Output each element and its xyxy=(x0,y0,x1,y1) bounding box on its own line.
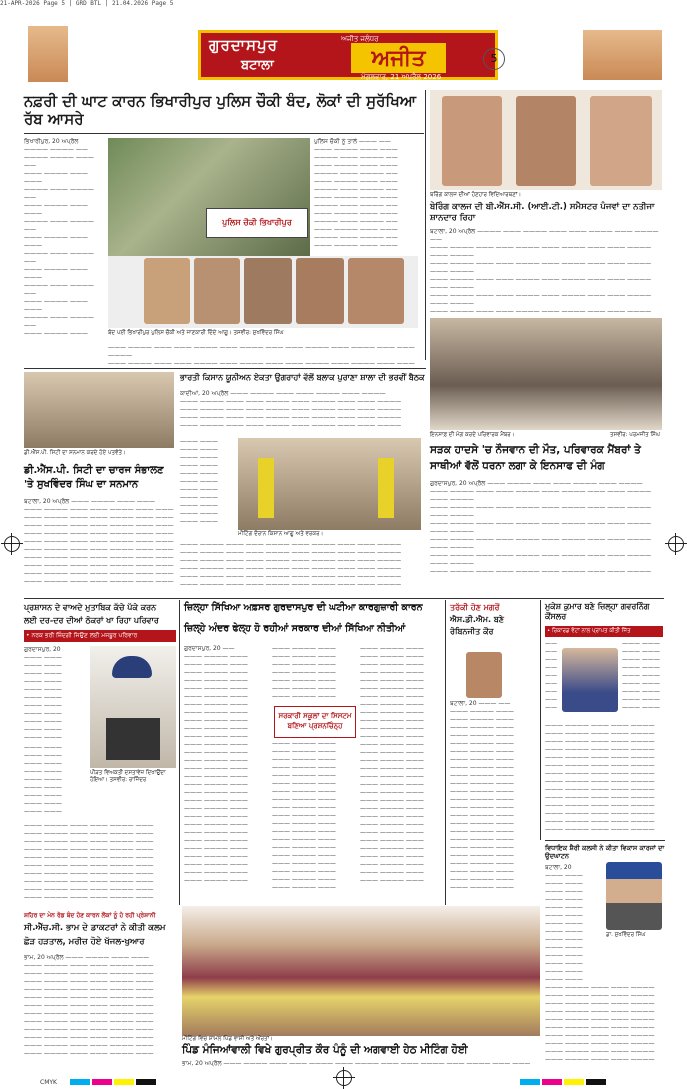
magenta-swatch-right xyxy=(542,1079,562,1085)
student-photo-3 xyxy=(590,96,652,186)
story7-headline-line2: ਜ਼ਿਲ੍ਹੇ ਅੰਦਰ ਫੇਲ੍ਹ ਹੋ ਰਹੀਆਂ ਸਰਕਾਰ ਦੀਆਂ ਸਿੱਖਿਆ ਨੀਤੀਆਂ xyxy=(184,623,406,634)
story7-body-col2-top: ——— ———— ——— ——— ———— ——— ——— ———— ——— ——— ———— ——— ——— ———— ——— ——— ———— ——— ——— ———— ——— xyxy=(272,645,336,700)
portrait-3 xyxy=(244,258,292,324)
story1-photo-police-post xyxy=(108,138,310,256)
story7-body-col2: ——— ———— ——— ——— ———— ——— ——— ———— ——— ——— ———— ——— ——— ———— ——— ——— ———— ——— ——— ———— ——— ——— ———— ——— ——— ———— ——— ——— ———— ——— ——— ———— ——— ——— ———— ——— ——— ———— ——— ——— ———— ——— ——— ———— ——— ——— ———— ——— ——— ———— ——— ——— ———— ——— ——— ———— ——— xyxy=(272,740,336,891)
story4-body-top: ਕਾਦੀਆਂ, 20 ਅਪ੍ਰੈਲ ——— ———— ——— ——— ———— ——— ———— ——— ———— ——— ——— ———— ——— ———— ——— ——— ———— ——— ———— ——— ——— ———— ——— ———— ——— ——— ———— ——— ———— ——— ——— ———— ——— ———— ——— ——— ———— ——— ———— ——— ——— ———— ——— ———— ——— ——— ———— xyxy=(180,390,402,429)
story4-caption: ਮੀਟਿੰਗ ਦੌਰਾਨ ਕਿਸਾਨ ਆਗੂ ਅਤੇ ਵਰਕਰ। xyxy=(238,531,324,537)
story12-caption: ਮੀਟਿੰਗ ਵਿਚ ਸ਼ਾਮਲ ਪਿੰਡ ਵਾਸੀ ਅਤੇ ਔਰਤਾਂ। xyxy=(182,1036,273,1042)
story13-portrait xyxy=(606,862,662,930)
column-divider xyxy=(540,600,541,840)
story5-caption-left: ਇਨਸਾਫ਼ ਦੀ ਮੰਗ ਕਰਦੇ ਪਰਿਵਾਰਕ ਮੈਂਬਰ। xyxy=(430,432,515,438)
story3-photo-honour xyxy=(24,372,174,448)
page-number: 5 xyxy=(483,48,505,70)
story9-headline: ਮੁਕੇਸ਼ ਕੁਮਾਰ ਬਣੇ ਜ਼ਿਲ੍ਹਾ ਗਵਰਨਿੰਗ ਕੌਂਸਲਰ xyxy=(545,602,650,621)
story9-body-narrow-right: ——— ——— ——— ——— ——— ——— ——— ——— ——— ——— ——— ——— ——— ——— ——— ——— ——— ——— xyxy=(622,640,660,711)
story6-caption: ਪੀੜਤ ਵਿਅਕਤੀ ਦਸਤਾਵੇਜ਼ ਦਿਖਾਉਂਦਾ ਹੋਇਆ। ਤਸਵੀਰ: ਰਾਜਿੰਦਰ xyxy=(90,770,166,783)
story4-headline: ਭਾਰਤੀ ਕਿਸਾਨ ਯੂਨੀਅਨ ਏਕਤਾ ਉਗਰਾਹਾਂ ਵੱਲੋਂ ਬਲਾਕ ਪੁਰਾਣਾ ਸ਼ਾਲਾ ਦੀ ਭਰਵੀਂ ਬੈਠਕ xyxy=(180,373,425,382)
story13-headline: ਵਿਧਾਇਕ ਸ਼ੈਰੀ ਕਲਸੀ ਨੇ ਕੀਤਾ ਵਿਕਾਸ ਕਾਰਜਾਂ ਦਾ ਉਦਘਾਟਨ xyxy=(545,844,665,860)
black-swatch xyxy=(136,1079,156,1085)
masthead-city: ਗੁਰਦਾਸਪੁਰ xyxy=(209,36,278,54)
story7-box-title: ਸਰਕਾਰੀ ਸਕੂਲਾਂ ਦਾ ਸਿਸਟਮ ਬਣਿਆ ਪ੍ਰਸ਼ਨਚਿੰਨ੍ਹ xyxy=(278,712,352,730)
story3-caption: ਡੀ.ਐੱਸ.ਪੀ. ਸਿਟੀ ਦਾ ਸਨਮਾਨ ਕਰਦੇ ਹੋਏ ਪਤਵੰਤੇ। xyxy=(24,450,126,456)
turban xyxy=(112,656,152,678)
column-divider xyxy=(179,600,180,905)
story2-headline: ਬੇਰਿੰਗ ਕਾਲਜ ਦੀ ਬੀ.ਐੱਸ.ਸੀ. (ਆਈ.ਟੀ.) ਸਮੈਸਟਰ ਪੰਜਵਾਂ ਦਾ ਨਤੀਜਾ ਸ਼ਾਨਦਾਰ ਰਿਹਾ xyxy=(430,202,655,223)
student-photo-1 xyxy=(442,96,502,186)
story1-portrait-strip xyxy=(108,256,418,328)
temple-illustration-left xyxy=(28,26,68,82)
portrait-5 xyxy=(348,258,404,324)
newspaper-logo: ਅਜੀਤ xyxy=(351,43,446,73)
divider xyxy=(24,368,426,369)
story12-photo-meeting xyxy=(182,906,540,1036)
masthead-banner xyxy=(198,30,498,80)
story7-body-col1: ਗੁਰਦਾਸਪੁਰ, 20 —— ——— ———— ——— ——— ———— ——— ——— ———— ——— ——— ———— ——— ——— ———— ——— ——— ———— ——— ——— ———— ——— ——— ———— ——— ——— ———— ——— ——— ———— ——— ——— ———— ——— ——— ———— ——— ——— ———— ——— ——— ———— ——— ——— ———— ——— ——— ———— ——— ——— ———— ——— ——— ———— ——— ——— ———— ——— ——— ———— ——— ——— ———— ——— ——— ———— ——— ——— ———— ——— ——— ———— ——— ——— ———— ——— ——— ———— ——— ——— ———— ——— ——— ———— ——— ——— ———— ——— xyxy=(184,645,248,884)
story1-headline: ਨਫ਼ਰੀ ਦੀ ਘਾਟ ਕਾਰਨ ਭਿਖਾਰੀਪੁਰ ਪੁਲਿਸ ਚੌਕੀ ਬੰਦ, ਲੋਕਾਂ ਦੀ ਸੁਰੱਖਿਆ ਰੱਬ ਆਸਰੇ xyxy=(24,92,417,128)
divider xyxy=(545,840,665,841)
student-photo-2 xyxy=(516,96,576,186)
story6-photo-man xyxy=(90,646,176,768)
story2-body: ਬਟਾਲਾ, 20 ਅਪ੍ਰੈਲ ———— ——— ———— ——— ——— ———— ——— ———— —— ——— ———— ——— ——— ———— ——— ———— ——— ——— ———— ——— ———— ——— ———— ——— ——— ———— ——— ———— ——— ——— ———— ——— ———— ——— ———— ——— ——— ———— ——— ———— ——— ——— ———— ——— ———— ——— ———— ——— ——— ———— ——— ———— ——— ——— ———— ——— ———— ——— ———— ——— ——— ———— ——— ———— ——— ——— ———— xyxy=(430,228,659,312)
person-yellow-turban xyxy=(258,458,274,518)
story8-body: ਬਟਾਲਾ, 20 ——— —— ——— ———— ——— ——— ———— ——— ——— ———— ——— ——— ———— ——— ——— ———— ——— ——— ———— ——— ——— ———— ——— ——— ———— ——— ——— ———— ——— ——— ———— ——— ——— ———— ——— ——— ———— ——— ——— ———— ——— ——— ———— ——— ——— ———— ——— ——— ———— ——— ——— ———— ——— ——— ———— ——— ——— ———— ——— ——— ———— ——— ——— ———— ——— ——— ———— ——— ——— ———— ——— xyxy=(450,700,514,891)
story8-portrait xyxy=(466,652,502,698)
story7-body-col3: ——— ———— ——— ——— ———— ——— ——— ———— ——— ——— ———— ——— ——— ———— ——— ——— ———— ——— ——— ———— ——— ——— ———— ——— ——— ———— ——— ——— ———— ——— ——— ———— ——— ——— ———— ——— ——— ———— ——— ——— ———— ——— ——— ———— ——— ——— ———— ——— ——— ———— ——— ——— ———— ——— ——— ———— ——— ——— ———— ——— ——— ———— ——— ——— ———— ——— ——— ———— ——— ——— ———— ——— ——— ———— ——— ——— ———— ——— ——— ———— ——— ——— ———— ——— ——— ———— ——— ——— ———— ——— xyxy=(360,645,424,884)
cyan-swatch xyxy=(70,1079,90,1085)
story1-body-left: ਭਿਖਾਰੀਪੁਰ, 20 ਅਪ੍ਰੈਲ ———— ———— —— ———— ———— ——— —— ——— ———— ——— ——— ———— ——— ———— —— ——— ———— ——— ——— ———— ——— ———— —— ——— ———— ——— ——— ———— ——— ———— —— ——— ———— ——— ——— ———— ——— ———— —— ——— ———— ——— ——— ———— ——— ———— —— ——— ———— ——— xyxy=(24,138,94,337)
portrait-1 xyxy=(144,258,190,324)
registration-mark-right xyxy=(668,536,684,552)
story11-headline-line1: ਸੀ.ਐੱਚ.ਸੀ. ਭਾਮ ਦੇ ਡਾਕਟਰਾਂ ਨੇ ਕੀਤੀ ਕਲਮ xyxy=(24,923,166,933)
column-divider xyxy=(425,90,426,360)
story5-headline-line2: ਸਾਥੀਆਂ ਵੱਲੋਂ ਧਰਨਾ ਲਗਾ ਕੇ ਇਨਸਾਫ ਦੀ ਮੰਗ xyxy=(430,460,605,472)
story6-headline-line2: ਲਈ ਦਰ-ਦਰ ਦੀਆਂ ਠੋਕਰਾਂ ਖਾ ਰਿਹਾ ਪਰਿਵਾਰ xyxy=(24,616,159,625)
cyan-swatch-right xyxy=(520,1079,540,1085)
story13-caption: ਡਾ. ਸੁਖਵਿੰਦਰ ਸਿੰਘ xyxy=(606,932,646,938)
story11-headline-line2: ਛੋੜ ਹੜਤਾਲ, ਮਰੀਜ਼ ਹੋਏ ਖੱਜਲ-ਖੁਆਰ xyxy=(24,937,145,947)
story6-body-bottom: ——— ———— ——— ——— ———— ——— ——— ———— ——— ——— ———— ——— ——— ———— ——— ——— ———— ——— ——— ———— ——— ——— ———— ——— ——— ———— ——— ——— ———— ——— ——— ———— ——— ——— ———— ——— ——— ———— ——— ——— ———— ——— ——— ———— ——— ——— ———— ——— ——— ———— ——— ——— ———— ——— ——— ———— ——— ——— ———— ——— xyxy=(24,822,154,901)
story9-portrait xyxy=(562,648,618,712)
person-yellow-turban xyxy=(378,458,394,518)
footer-colorbar xyxy=(40,1078,640,1086)
story6-body-left: ਗੁਰਦਾਸਪੁਰ, 20 ——— ——— ——— ——— ——— ——— ——— ——— ——— ——— ——— ——— ——— ——— ——— ——— ——— ——— ——— ——— ——— ——— xyxy=(24,646,62,741)
story6-redbox: • ਨਰਕ ਭਰੀ ਜ਼ਿੰਦਗੀ ਜਿਉਣ ਲਈ ਮਜਬੂਰ ਪਰਿਵਾਰ xyxy=(24,630,176,642)
story9-body: ——— ———— ——— ——— ———— ——— ———— ——— ——— ———— ——— ———— ——— ——— ———— ——— ———— ——— ——— ———— ——— ———— ——— ——— ———— ——— ———— ——— ——— ———— ——— ———— ——— ——— ———— ——— ———— ——— ——— ———— ——— ———— ——— ——— ———— ——— ———— ——— ——— ———— ——— ———— ——— ——— ———— ——— ———— ——— ——— ———— ——— ———— ——— ——— ———— ——— ———— ——— ——— ———— xyxy=(545,722,655,833)
story11-body: ਭਾਮ, 20 ਅਪ੍ਰੈਲ ——— ———— ——— ——— ——— ———— ——— ——— ———— ——— ——— ———— ——— ——— ———— ——— ——— ———— ——— ——— ———— ——— ——— ———— ——— ——— ———— ——— ——— ———— ——— ——— ———— ——— ——— ———— ——— ——— ———— ——— ——— ———— ——— ——— ———— ——— ——— ———— ——— ——— ———— ——— ——— ———— ——— ——— ———— ——— ——— ———— ——— ——— ———— ——— ——— ———— ——— ——— ———— ——— ——— ———— ——— ——— ———— ——— xyxy=(24,954,154,1057)
story8-headline-line2: ਐਸ.ਡੀ.ਐਮ. ਬਣੇ xyxy=(450,615,505,624)
divider xyxy=(24,133,424,134)
print-info-bar xyxy=(0,0,687,10)
story7-box xyxy=(274,706,356,738)
story12-headline: ਪਿੰਡ ਮੰਜਿਆਂਵਾਲੀ ਵਿਖੇ ਗੁਰਪ੍ਰੀਤ ਕੌਰ ਪੰਨੂੰ ਦੀ ਅਗਵਾਈ ਹੇਠ ਮੀਟਿੰਗ ਹੋਈ xyxy=(182,1044,468,1056)
document-bag xyxy=(106,718,160,760)
story13-body-left: ਬਟਾਲਾ, 20 ——— ——— ——— ——— ——— ——— ——— ——— ——— ——— ——— ——— ——— ——— ——— ——— ——— ——— ——— ——— ——— ——— ——— ——— ——— ——— ——— ——— xyxy=(545,864,583,983)
story9-redbox: • ਰਿਕਾਰਡ ਵੋਟਾਂ ਨਾਲ ਪ੍ਰਾਪਤ ਕੀਤੀ ਜਿੱਤ xyxy=(545,626,663,637)
yellow-swatch-right xyxy=(564,1079,584,1085)
story9-body-narrow: —— —— —— —— —— —— —— —— —— xyxy=(545,640,557,711)
yellow-swatch xyxy=(114,1079,134,1085)
building-illustration-right xyxy=(583,30,662,80)
story8-headline-line3: ਰੋਬਿਨਜੀਤ ਕੌਰ xyxy=(450,627,494,636)
story5-headline-line1: ਸੜਕ ਹਾਦਸੇ 'ਚ ਨੌਜਵਾਨ ਦੀ ਮੌਤ, ਪਰਿਵਾਰਕ ਮੈਂਬਰਾਂ ਤੇ xyxy=(430,444,641,456)
column-divider xyxy=(445,600,446,905)
story11-kicker: ਸ਼ਹਿਰ ਦਾ ਮੇਨ ਰੋਡ ਬੰਦ ਹੋਣ ਕਾਰਨ ਲੋਕਾਂ ਨੂੰ ਹੋ ਰਹੀ ਪ੍ਰੇਸ਼ਾਨੀ xyxy=(24,912,156,919)
story13-body-bottom: ——— ———— ——— ——— ———— ——— ———— ——— ——— ———— ——— ———— ——— ——— ———— ——— ———— ——— ——— ———— ——— ———— ——— ——— ———— ——— ———— ——— ——— ———— ——— ———— ——— ——— ———— ——— ———— ——— ——— ———— ——— ———— ——— ——— ———— ——— ———— ——— ——— ———— xyxy=(545,984,655,1063)
masthead-tagline: ਅਜੀਤ ਜਲੰਧਰ xyxy=(341,35,379,43)
story1-caption: ਬੰਦ ਪਈ ਭਿਖਾਰੀਪੁਰ ਪੁਲਿਸ ਚੌਕੀ ਅਤੇ ਜਾਣਕਾਰੀ ਦਿੰਦੇ ਆਗੂ। ਤਸਵੀਰ: ਸੁਖਵਿੰਦਰ ਸਿੰਘ xyxy=(108,330,284,336)
story6-headline-line1: ਪ੍ਰਸ਼ਾਸਨ ਦੇ ਵਾਅਦੇ ਮੁਤਾਬਿਕ ਕੱਚੇ ਪੱਕੇ ਕਰਨ xyxy=(24,603,157,612)
story4-body-left: ——— ——— ——— ——— ——— ——— ——— ——— ——— ——— ——— ——— ——— ——— ——— ——— ——— ——— ——— ——— ——— ——— xyxy=(180,438,218,525)
story7-headline-line1: ਜ਼ਿਲ੍ਹਾ ਸਿੱਖਿਆ ਅਫ਼ਸਰ ਗੁਰਦਾਸਪੁਰ ਦੀ ਘਟੀਆ ਕਾਰਗੁਜ਼ਾਰੀ ਕਾਰਨ xyxy=(184,602,423,613)
black-swatch-right xyxy=(586,1079,606,1085)
story4-photo-meeting xyxy=(238,438,421,530)
story5-photo-protest xyxy=(430,318,662,430)
footer-text: CMYK xyxy=(40,1079,57,1086)
portrait-2 xyxy=(194,258,240,324)
story2-photo-students xyxy=(430,90,662,190)
story4-body-bottom: ——— ———— ——— ——— ———— ——— ———— ——— ——— ———— ——— ———— ——— ——— ———— ——— ———— ——— ——— ———— ——— ———— ——— ——— ———— ——— ———— ——— ——— ———— ——— ———— ——— ——— ———— ——— ———— ——— ——— ———— ——— ———— ——— ——— ———— ——— ———— ——— ——— ———— ——— ———— ——— ——— ———— ——— ———— ——— ——— ———— xyxy=(180,541,402,588)
story1-body-bottom: ——— ———— ——— ——— ———— ——— ———— ——— ——— ———— ——— ———— ——— ——— ———— ——— ———— ——— ——— ———— ——— ———— ——— ——— ———— ——— ———— ——— ——— xyxy=(108,344,415,366)
story1-body-right: ਪੁਲਿਸ ਚੌਕੀ ਨੂੰ ਤਾਲੇ ——— —— ——— ———— ——— ——— ———— ——— ———— —— ——— ———— ——— ——— ———— ——— ———— —— ——— ———— ——— ——— ———— ——— ———— —— ——— ———— ——— ——— ———— ——— ———— —— ——— ———— ——— ——— ———— ——— ———— —— ——— ———— ——— ——— ———— ——— ———— —— ——— ———— ——— ——— xyxy=(314,138,398,249)
story6-body-left2: ——— ——— ——— ——— ——— ——— ——— ——— ——— ——— ——— ——— ——— ——— ——— ——— ——— ——— xyxy=(24,744,62,815)
story5-body: ਗੁਰਦਾਸਪੁਰ, 20 ਅਪ੍ਰੈਲ ——— ———— ——— ——— ———— ——— ———— ——— ———— ——— ——— ———— ——— ———— ——— ——— ———— ——— ———— ——— ———— ——— ——— ———— ——— ———— ——— ——— ———— ——— ———— ——— ———— ——— ——— ———— ——— ———— ——— ——— ———— ——— ———— ——— ———— ——— ——— ———— ——— ———— ——— ——— ———— ——— ———— ——— ———— ——— ——— ———— ——— ———— ——— ——— ———— ——— ———— ——— ———— ——— ——— ———— ——— ———— ——— ——— ———— xyxy=(430,480,652,575)
magenta-swatch xyxy=(92,1079,112,1085)
print-info-text: 21-APR-2026 Page 5 | GRD BTL | 21.04.2026 Page 5 xyxy=(0,0,174,7)
story8-headline-line1: ਤਰੱਕੀ ਹੋਣ ਮਗਰੋਂ xyxy=(450,603,500,612)
divider xyxy=(24,598,664,599)
masthead xyxy=(28,30,662,86)
masthead-date: ਮੰਗਲਵਾਰ, 21 ਅਪ੍ਰੈਲ 2026 xyxy=(361,73,442,81)
police-post-sign: ਪੁਲਿਸ ਚੌਕੀ ਭਿਖਾਰੀਪੁਰ xyxy=(206,208,308,238)
story12-body: ਭਾਮ, 20 ਅਪ੍ਰੈਲ ——— ———— ——— ——— ———— ——— ———— ——— ——— ———— ——— ———— ——— ——— xyxy=(182,1060,531,1067)
story2-caption: ਬਰਿੰਗ ਕਾਲਜ ਦੀਆਂ ਹੋਣਹਾਰ ਵਿਦਿਆਰਥਣਾਂ। xyxy=(430,192,522,198)
story3-headline: ਡੀ.ਐੱਸ.ਪੀ. ਸਿਟੀ ਦਾ ਚਾਰਜ ਸੰਭਾਲਣ 'ਤੇ ਸੁਖਵਿੰਦਰ ਸਿੰਘ ਦਾ ਸਨਮਾਨ xyxy=(24,465,164,490)
portrait-4 xyxy=(296,258,344,324)
registration-mark-left xyxy=(4,536,20,552)
masthead-city2: ਬਟਾਲਾ xyxy=(241,58,274,73)
story3-body: ਬਟਾਲਾ, 20 ਅਪ੍ਰੈਲ ——— ———— ——— ——— ——— ———— ——— ——— ———— ——— ——— ——— ———— ——— ——— ———— ——— ——— ——— ———— ——— ——— ———— ——— ——— ——— ———— ——— ——— ———— ——— ——— ——— ———— ——— ——— ———— ——— ——— ——— ———— ——— ——— ———— ——— ——— ——— ———— ——— ——— ———— ——— ——— ——— ———— ——— ——— ———— ——— ——— ——— ———— ——— ——— ———— ——— ——— ——— ———— ——— ——— ———— ——— ——— xyxy=(24,498,174,585)
story5-caption-right: ਤਸਵੀਰ: ਪਰਮਜੀਤ ਸਿੰਘ xyxy=(610,432,660,438)
